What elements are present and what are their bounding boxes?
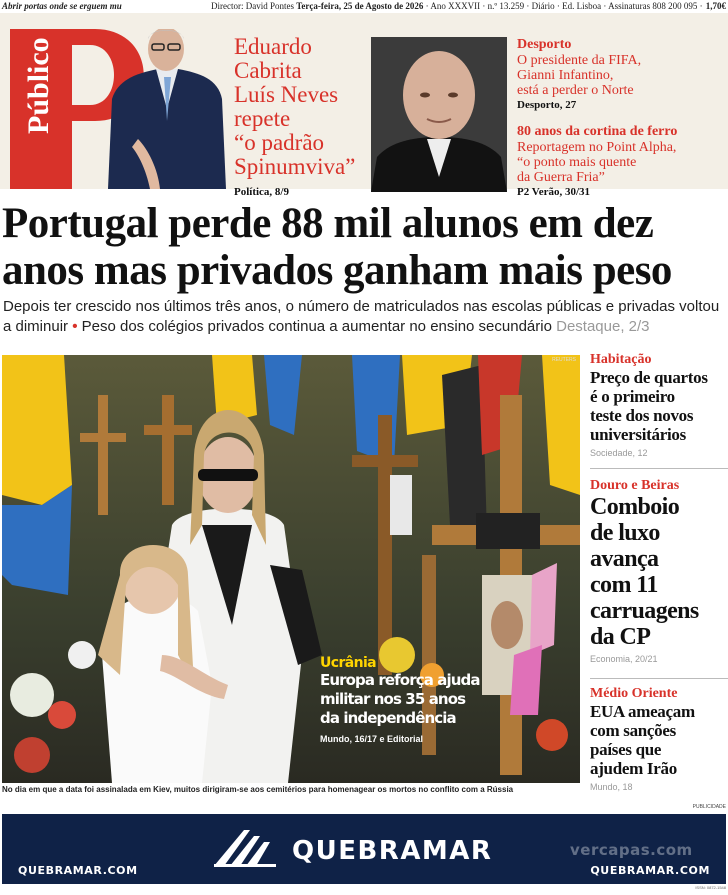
story-line: Comboio (590, 494, 680, 520)
headline-line: Spinumviva” (234, 154, 356, 179)
photo-story[interactable] (320, 655, 520, 744)
story-line: com 11 (590, 572, 658, 598)
story-section: Sociedade, 12 (590, 448, 648, 458)
teaser-p2[interactable] (517, 124, 727, 199)
story-section: Economia, 20/21 (590, 654, 658, 664)
story-train[interactable] (590, 478, 728, 664)
cover-price: 1,70€ (705, 1, 726, 11)
issn: ISSN: 0872-1548 (695, 885, 726, 890)
teaser-line: está a perder o Norte (517, 83, 634, 98)
photo-credit: REUTERS (552, 357, 576, 363)
story-section: Mundo, 18 (590, 782, 633, 792)
teaser-line: da Guerra Fria” (517, 170, 605, 185)
edition-meta (211, 0, 703, 12)
subhead-text: Depois ter crescido nos últimos três anos, o número de matriculados nas escolas públicas e privadas voltou a diminuir (3, 298, 720, 335)
headline-line: “o padrão (234, 130, 325, 155)
photo-kicker: Ucrânia (320, 655, 377, 671)
story-line: países que (590, 740, 662, 759)
teaser-kicker: 80 anos da cortina de ferro (517, 124, 678, 139)
issue-details: · Ano XXXVII · n.º 13.259 · Diário · Ed. Lisboa · Assinaturas 808 200 095 · (425, 1, 703, 11)
story-kicker: Habitação (590, 352, 652, 367)
story-line: teste dos novos (590, 406, 694, 425)
photo-section-ref: Mundo, 16/17 e Editorial (320, 734, 424, 744)
teaser-column (517, 37, 727, 199)
story-kicker: Douro e Beiras (590, 478, 680, 493)
teaser-line: “o ponto mais quente (517, 155, 637, 170)
teaser-line: Reportagem no Point Alpha, (517, 140, 677, 155)
bullet-separator: • (72, 318, 78, 335)
photo-headline-line: militar nos 35 anos (320, 690, 466, 708)
story-line: avança (590, 546, 659, 572)
headline-line: Luís Neves (234, 82, 339, 107)
story-line: com sanções (590, 721, 676, 740)
section-ref: Política, 8/9 (234, 186, 289, 198)
quebramar-logo-icon (210, 828, 280, 868)
story-line: de luxo (590, 520, 660, 546)
column-divider (590, 468, 728, 469)
story-line: ajudem Irão (590, 759, 677, 778)
headline-line: repete (234, 106, 291, 131)
story-line: EUA ameaçam (590, 702, 695, 721)
top-strip (0, 0, 728, 12)
photo-caption: No dia em que a data foi assinalada em Kiev, muitos dirigiram-se aos cemitérios para homenagear os mortos no conflito com a Rússia (2, 785, 514, 794)
column-divider (590, 678, 728, 679)
teaser-section: Desporto, 27 (517, 99, 577, 111)
teaser-sport[interactable] (517, 37, 727, 112)
watermark: vercapas.com (570, 841, 693, 859)
story-kicker: Médio Oriente (590, 686, 678, 701)
section-ref: Destaque, 2/3 (556, 318, 650, 335)
advert-label: PUBLICIDADE (692, 804, 726, 810)
photo-headline-line: Europa reforça ajuda (320, 671, 480, 689)
politician-portrait (108, 29, 226, 189)
tagline: Abrir portas onde se erguem mu (2, 1, 122, 11)
advert-url[interactable]: QUEBRAMAR.COM (590, 864, 710, 877)
photo-headline-line: da independência (320, 709, 456, 727)
story-line: carruagens (590, 598, 699, 624)
quebramar-advert[interactable] (2, 814, 726, 884)
story-middle-east[interactable] (590, 686, 728, 792)
headline-line: Portugal perde 88 mil alunos em dez (2, 200, 654, 247)
headline-line: Cabrita (234, 58, 302, 83)
subhead-text: Peso dos colégios privados continua a aumentar no ensino secundário (81, 318, 552, 335)
story-housing[interactable] (590, 352, 728, 458)
story-line: universitários (590, 425, 686, 444)
logo-word: Público (22, 37, 55, 134)
teaser-kicker: Desporto (517, 37, 572, 52)
advert-url[interactable]: QUEBRAMAR.COM (18, 864, 138, 877)
director-name: David Pontes (245, 1, 294, 11)
main-headline[interactable] (2, 200, 726, 294)
lead-left-story[interactable] (234, 34, 374, 198)
headline-line: Eduardo (234, 34, 312, 59)
advert-brand: QUEBRAMAR (292, 836, 493, 866)
director-label: Director: (211, 1, 244, 11)
headline-line: anos mas privados ganham mais peso (2, 247, 672, 294)
story-line: Preço de quartos (590, 368, 708, 387)
story-line: é o primeiro (590, 387, 675, 406)
story-line: da CP (590, 624, 651, 650)
teaser-line: Gianni Infantino, (517, 68, 614, 83)
teaser-line: O presidente da FIFA, (517, 53, 642, 68)
infantino-portrait (371, 37, 507, 192)
main-subhead (3, 297, 725, 337)
teaser-section: P2 Verão, 30/31 (517, 186, 591, 198)
cover-photo[interactable] (2, 355, 580, 783)
masthead (0, 13, 728, 198)
issue-date: Terça-feira, 25 de Agosto de 2026 (296, 1, 424, 11)
